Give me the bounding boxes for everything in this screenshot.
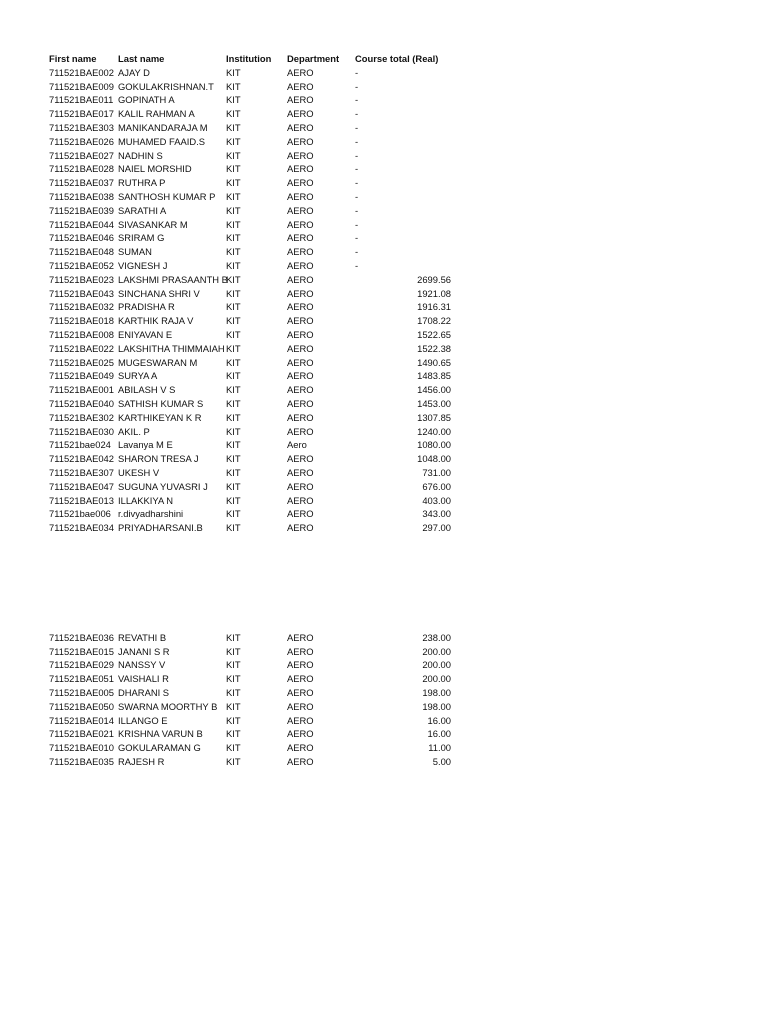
cell-institution: KIT: [226, 411, 241, 423]
cell-last-name: ABILASH V S: [118, 384, 176, 396]
cell-last-name: VAISHALI R: [118, 673, 169, 685]
cell-last-name: SANTHOSH KUMAR P: [118, 190, 216, 202]
cell-first-name: 711521BAE010: [49, 742, 114, 754]
cell-last-name: LAKSHITHA THIMMAIAH: [118, 342, 225, 354]
cell-institution: KIT: [226, 177, 241, 189]
cell-course-total: -: [355, 135, 359, 147]
cell-last-name: SATHISH KUMAR S: [118, 397, 204, 409]
cell-first-name: 711521BAE038: [49, 190, 114, 202]
cell-course-total: 676.00: [422, 480, 451, 492]
cell-institution: KIT: [226, 218, 241, 230]
cell-last-name: KARTHIKEYAN K R: [118, 411, 202, 423]
cell-last-name: NADHIN S: [118, 149, 163, 161]
cell-department: AERO: [287, 190, 314, 202]
cell-institution: KIT: [226, 66, 241, 78]
cell-course-total: -: [355, 204, 359, 216]
cell-department: AERO: [287, 687, 314, 699]
cell-first-name: 711521BAE048: [49, 246, 114, 258]
cell-last-name: SUMAN: [118, 246, 152, 258]
cell-last-name: KRISHNA VARUN B: [118, 728, 203, 740]
cell-last-name: UKESH V: [118, 466, 160, 478]
cell-institution: KIT: [226, 370, 241, 382]
cell-first-name: 711521BAE013: [49, 494, 114, 506]
cell-first-name: 711521BAE009: [49, 80, 114, 92]
cell-department: AERO: [287, 135, 314, 147]
cell-last-name: KALIL RAHMAN A: [118, 108, 195, 120]
cell-course-total: -: [355, 259, 359, 271]
cell-department: AERO: [287, 121, 314, 133]
cell-institution: KIT: [226, 94, 241, 106]
cell-first-name: 711521BAE047: [49, 480, 114, 492]
cell-last-name: NAIEL MORSHID: [118, 163, 192, 175]
cell-first-name: 711521BAE023: [49, 273, 114, 285]
cell-first-name: 711521BAE303: [49, 121, 114, 133]
cell-institution: KIT: [226, 121, 241, 133]
cell-institution: KIT: [226, 232, 241, 244]
cell-course-total: 1921.08: [417, 287, 451, 299]
cell-first-name: 711521BAE035: [49, 756, 114, 768]
cell-first-name: 711521BAE002: [49, 66, 114, 78]
cell-course-total: 1490.65: [417, 356, 451, 368]
cell-course-total: 403.00: [422, 494, 451, 506]
cell-course-total: 16.00: [427, 728, 451, 740]
cell-institution: KIT: [226, 149, 241, 161]
cell-department: AERO: [287, 411, 314, 423]
cell-first-name: 711521BAE028: [49, 163, 114, 175]
cell-last-name: GOKULARAMAN G: [118, 742, 201, 754]
cell-institution: KIT: [226, 645, 241, 657]
cell-first-name: 711521BAE043: [49, 287, 114, 299]
cell-last-name: LAKSHMI PRASAANTH B: [118, 273, 228, 285]
cell-institution: KIT: [226, 700, 241, 712]
cell-department: AERO: [287, 522, 314, 534]
cell-course-total: -: [355, 94, 359, 106]
cell-first-name: 711521BAE037: [49, 177, 114, 189]
cell-course-total: 1522.38: [417, 342, 451, 354]
cell-last-name: MANIKANDARAJA M: [118, 121, 208, 133]
cell-first-name: 711521BAE011: [49, 94, 114, 106]
cell-course-total: -: [355, 232, 359, 244]
cell-course-total: 1483.85: [417, 370, 451, 382]
cell-department: AERO: [287, 700, 314, 712]
cell-course-total: -: [355, 149, 359, 161]
cell-institution: KIT: [226, 714, 241, 726]
cell-institution: KIT: [226, 687, 241, 699]
cell-last-name: SARATHI A: [118, 204, 167, 216]
cell-department: AERO: [287, 80, 314, 92]
cell-department: AERO: [287, 218, 314, 230]
cell-first-name: 711521BAE030: [49, 425, 114, 437]
cell-course-total: 198.00: [422, 687, 451, 699]
cell-first-name: 711521BAE001: [49, 384, 114, 396]
cell-institution: KIT: [226, 384, 241, 396]
cell-institution: KIT: [226, 480, 241, 492]
cell-department: AERO: [287, 149, 314, 161]
cell-last-name: PRADISHA R: [118, 301, 175, 313]
cell-department: AERO: [287, 659, 314, 671]
cell-institution: KIT: [226, 287, 241, 299]
cell-institution: KIT: [226, 135, 241, 147]
cell-department: AERO: [287, 508, 314, 520]
cell-department: AERO: [287, 301, 314, 313]
header-last-name: Last name: [118, 53, 165, 64]
cell-department: AERO: [287, 631, 314, 643]
cell-first-name: 711521BAE036: [49, 631, 114, 643]
cell-first-name: 711521BAE049: [49, 370, 114, 382]
cell-last-name: GOPINATH A: [118, 94, 175, 106]
header-course-total: Course total (Real): [355, 53, 439, 64]
cell-department: AERO: [287, 480, 314, 492]
cell-department: AERO: [287, 742, 314, 754]
cell-last-name: PRIYADHARSANI.B: [118, 522, 203, 534]
cell-institution: KIT: [226, 397, 241, 409]
cell-last-name: MUGESWARAN M: [118, 356, 198, 368]
cell-department: AERO: [287, 397, 314, 409]
cell-course-total: -: [355, 163, 359, 175]
cell-first-name: 711521BAE025: [49, 356, 114, 368]
cell-course-total: 5.00: [432, 756, 451, 768]
cell-first-name: 711521BAE029: [49, 659, 114, 671]
cell-first-name: 711521BAE046: [49, 232, 114, 244]
cell-department: AERO: [287, 756, 314, 768]
cell-course-total: 1708.22: [417, 315, 451, 327]
cell-first-name: 711521BAE042: [49, 453, 114, 465]
cell-last-name: SIVASANKAR M: [118, 218, 188, 230]
cell-course-total: 343.00: [422, 508, 451, 520]
cell-department: AERO: [287, 384, 314, 396]
cell-course-total: 1456.00: [417, 384, 451, 396]
cell-last-name: SINCHANA SHRI V: [118, 287, 200, 299]
cell-first-name: 711521BAE014: [49, 714, 114, 726]
cell-course-total: 2699.56: [417, 273, 451, 285]
cell-first-name: 711521bae024: [49, 439, 111, 451]
cell-institution: KIT: [226, 631, 241, 643]
cell-institution: KIT: [226, 163, 241, 175]
cell-first-name: 711521BAE017: [49, 108, 114, 120]
cell-last-name: SRIRAM G: [118, 232, 165, 244]
cell-course-total: -: [355, 80, 359, 92]
cell-department: AERO: [287, 259, 314, 271]
cell-institution: KIT: [226, 659, 241, 671]
cell-institution: KIT: [226, 108, 241, 120]
cell-course-total: 16.00: [427, 714, 451, 726]
cell-course-total: -: [355, 190, 359, 202]
cell-department: AERO: [287, 466, 314, 478]
cell-department: AERO: [287, 494, 314, 506]
cell-department: AERO: [287, 246, 314, 258]
cell-first-name: 711521BAE050: [49, 700, 114, 712]
cell-course-total: 11.00: [428, 742, 451, 754]
cell-last-name: NANSSY V: [118, 659, 166, 671]
cell-first-name: 711521BAE008: [49, 328, 114, 340]
cell-first-name: 711521BAE052: [49, 259, 114, 271]
cell-department: AERO: [287, 356, 314, 368]
cell-last-name: ILLANGO E: [118, 714, 168, 726]
cell-first-name: 711521BAE018: [49, 315, 114, 327]
cell-course-total: 1240.00: [417, 425, 451, 437]
cell-department: AERO: [287, 342, 314, 354]
cell-course-total: 1522.65: [417, 328, 451, 340]
cell-department: AERO: [287, 328, 314, 340]
cell-course-total: 1048.00: [417, 453, 451, 465]
cell-first-name: 711521BAE044: [49, 218, 114, 230]
cell-institution: KIT: [226, 301, 241, 313]
cell-course-total: 297.00: [422, 522, 451, 534]
cell-last-name: GOKULAKRISHNAN.T: [118, 80, 214, 92]
cell-institution: KIT: [226, 425, 241, 437]
cell-course-total: -: [355, 66, 359, 78]
cell-last-name: SWARNA MOORTHY B: [118, 700, 218, 712]
cell-last-name: VIGNESH J: [118, 259, 168, 271]
cell-course-total: 238.00: [422, 631, 451, 643]
cell-department: AERO: [287, 94, 314, 106]
header-department: Department: [287, 53, 340, 64]
cell-department: AERO: [287, 370, 314, 382]
cell-institution: KIT: [226, 453, 241, 465]
cell-department: AERO: [287, 108, 314, 120]
cell-department: AERO: [287, 273, 314, 285]
cell-last-name: Lavanya M E: [118, 439, 173, 451]
cell-institution: KIT: [226, 494, 241, 506]
cell-first-name: 711521BAE039: [49, 204, 114, 216]
cell-last-name: ILLAKKIYA N: [118, 494, 174, 506]
cell-department: AERO: [287, 163, 314, 175]
cell-institution: KIT: [226, 328, 241, 340]
cell-course-total: -: [355, 246, 359, 258]
cell-department: AERO: [287, 204, 314, 216]
cell-institution: KIT: [226, 80, 241, 92]
cell-institution: KIT: [226, 259, 241, 271]
cell-last-name: MUHAMED FAAID.S: [118, 135, 205, 147]
cell-course-total: 731.00: [422, 466, 451, 478]
cell-department: AERO: [287, 66, 314, 78]
cell-first-name: 711521BAE021: [49, 728, 114, 740]
cell-institution: KIT: [226, 273, 241, 285]
cell-institution: KIT: [226, 522, 241, 534]
cell-first-name: 711521BAE022: [49, 342, 114, 354]
cell-first-name: 711521BAE302: [49, 411, 114, 423]
cell-last-name: SURYA A: [118, 370, 158, 382]
cell-department: AERO: [287, 425, 314, 437]
cell-last-name: REVATHI B: [118, 631, 167, 643]
cell-institution: KIT: [226, 315, 241, 327]
cell-course-total: -: [355, 218, 359, 230]
cell-department: AERO: [287, 287, 314, 299]
cell-course-total: -: [355, 177, 359, 189]
cell-institution: KIT: [226, 439, 241, 451]
cell-first-name: 711521BAE032: [49, 301, 114, 313]
cell-last-name: RUTHRA P: [118, 177, 166, 189]
cell-institution: KIT: [226, 756, 241, 768]
cell-institution: KIT: [226, 673, 241, 685]
cell-first-name: 711521bae006: [49, 508, 111, 520]
cell-institution: KIT: [226, 508, 241, 520]
cell-last-name: JANANI S R: [118, 645, 170, 657]
cell-last-name: AKIL. P: [118, 425, 150, 437]
cell-department: AERO: [287, 177, 314, 189]
cell-first-name: 711521BAE027: [49, 149, 114, 161]
cell-course-total: 1080.00: [417, 439, 451, 451]
cell-institution: KIT: [226, 742, 241, 754]
header-first-name: First name: [49, 53, 97, 64]
cell-first-name: 711521BAE307: [49, 466, 114, 478]
cell-first-name: 711521BAE040: [49, 397, 114, 409]
cell-institution: KIT: [226, 356, 241, 368]
cell-department: AERO: [287, 645, 314, 657]
cell-course-total: 200.00: [422, 659, 451, 671]
cell-institution: KIT: [226, 342, 241, 354]
cell-course-total: 1453.00: [417, 397, 451, 409]
cell-department: AERO: [287, 673, 314, 685]
cell-course-total: 200.00: [422, 673, 451, 685]
cell-department: AERO: [287, 232, 314, 244]
cell-institution: KIT: [226, 728, 241, 740]
cell-course-total: 1307.85: [417, 411, 451, 423]
cell-course-total: 200.00: [422, 645, 451, 657]
cell-last-name: AJAY D: [118, 66, 150, 78]
cell-last-name: RAJESH R: [118, 756, 165, 768]
cell-institution: KIT: [226, 190, 241, 202]
cell-first-name: 711521BAE026: [49, 135, 114, 147]
cell-course-total: 1916.31: [417, 301, 451, 313]
header-institution: Institution: [226, 53, 272, 64]
cell-department: AERO: [287, 728, 314, 740]
cell-last-name: DHARANI S: [118, 687, 170, 699]
cell-institution: KIT: [226, 466, 241, 478]
cell-last-name: SUGUNA YUVASRI J: [118, 480, 208, 492]
cell-last-name: r.divyadharshini: [118, 508, 184, 520]
cell-department: AERO: [287, 315, 314, 327]
cell-course-total: -: [355, 121, 359, 133]
cell-first-name: 711521BAE034: [49, 522, 114, 534]
cell-institution: KIT: [226, 246, 241, 258]
cell-last-name: SHARON TRESA J: [118, 453, 199, 465]
cell-course-total: 198.00: [422, 700, 451, 712]
cell-first-name: 711521BAE051: [49, 673, 114, 685]
cell-department: AERO: [287, 714, 314, 726]
cell-course-total: -: [355, 108, 359, 120]
cell-last-name: KARTHIK RAJA V: [118, 315, 194, 327]
cell-last-name: ENIYAVAN E: [118, 328, 173, 340]
cell-department: AERO: [287, 453, 314, 465]
cell-first-name: 711521BAE005: [49, 687, 114, 699]
cell-department: Aero: [287, 439, 307, 451]
cell-institution: KIT: [226, 204, 241, 216]
cell-first-name: 711521BAE015: [49, 645, 114, 657]
